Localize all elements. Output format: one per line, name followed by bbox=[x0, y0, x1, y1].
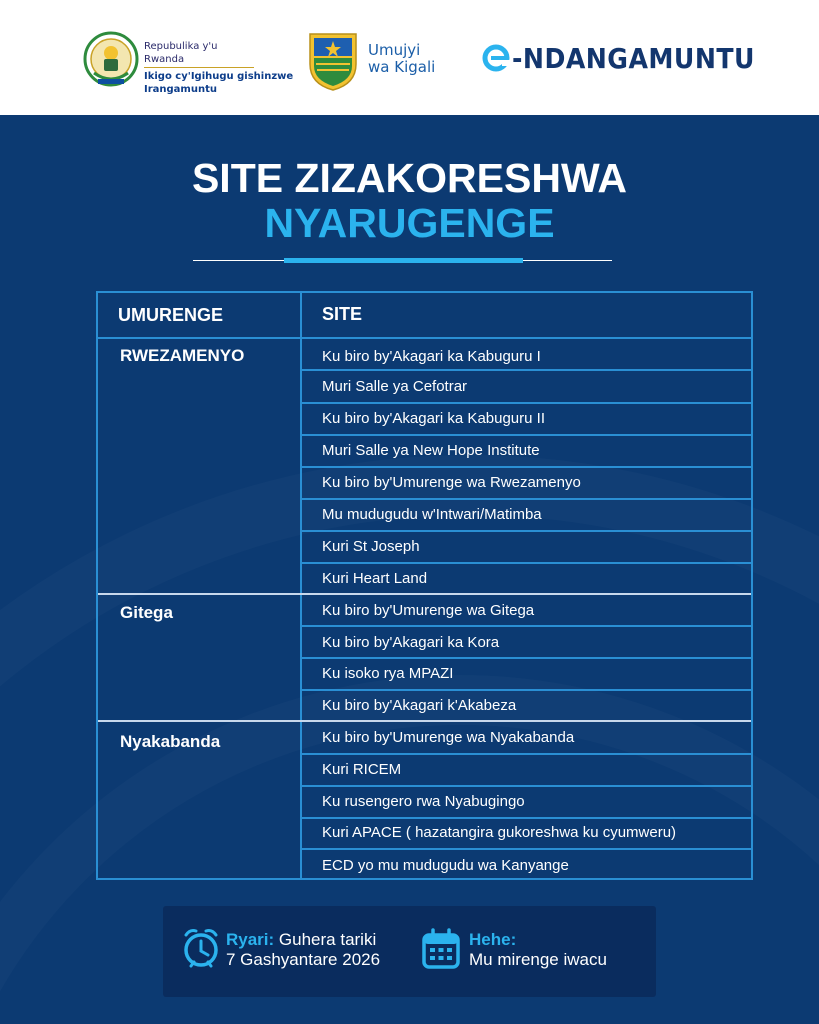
row-divider bbox=[300, 466, 753, 468]
row-divider bbox=[300, 848, 753, 850]
logo1-line2: Ikigo cy'Igihugu gishinzwe bbox=[144, 71, 294, 82]
table-header-umurenge: UMURENGE bbox=[118, 305, 224, 325]
site-cell: Ku biro by'Akagari ka Kora bbox=[322, 634, 500, 651]
row-divider bbox=[300, 402, 753, 404]
row-divider bbox=[300, 562, 753, 564]
umurenge-rwezamenyo: RWEZAMENYO bbox=[120, 346, 245, 365]
when-line1: Guhera tariki bbox=[278, 930, 377, 949]
table-header-site: SITE bbox=[322, 304, 363, 324]
site-cell: Muri Salle ya New Hope Institute bbox=[322, 442, 540, 459]
row-divider bbox=[300, 530, 753, 532]
logo2-line1: Umujyi bbox=[368, 41, 421, 59]
header-divider bbox=[98, 337, 751, 339]
alarm-clock-icon bbox=[181, 926, 221, 970]
row-divider bbox=[300, 498, 753, 500]
site-cell: Muri Salle ya Cefotrar bbox=[322, 378, 468, 395]
site-cell: Ku isoko rya MPAZI bbox=[322, 665, 454, 682]
page-subtitle: NYARUGENGE bbox=[264, 200, 555, 246]
site-cell: Kuri APACE ( hazatangira gukoreshwa ku cyumweru) bbox=[322, 824, 677, 841]
site-cell: Ku biro by'Akagari ka Kabuguru I bbox=[322, 348, 541, 365]
title-divider-accent bbox=[284, 258, 523, 263]
header-bar bbox=[0, 0, 819, 115]
group-divider bbox=[98, 593, 751, 595]
group-divider bbox=[98, 720, 751, 722]
site-cell: Kuri St Joseph bbox=[322, 538, 420, 555]
logo1-line3: Irangamuntu bbox=[144, 84, 217, 95]
kigali-logo-text bbox=[368, 42, 435, 76]
site-cell: Kuri Heart Land bbox=[322, 570, 428, 587]
site-cell: Mu mudugudu w'Intwari/Matimba bbox=[322, 506, 542, 523]
site-cell: Kuri RICEM bbox=[322, 761, 402, 778]
row-divider bbox=[300, 657, 753, 659]
rwanda-coat-of-arms-logo bbox=[82, 29, 140, 91]
rwanda-logo-text bbox=[144, 40, 293, 96]
where-label: Hehe: bbox=[469, 930, 517, 949]
page-title: SITE ZIZAKORESHWA bbox=[191, 155, 628, 201]
where-value: Mu mirenge iwacu bbox=[469, 950, 607, 969]
site-cell: Ku biro by'Akagari k'Akabeza bbox=[322, 697, 517, 714]
when-label: Ryari: bbox=[226, 930, 275, 949]
site-cell: ECD yo mu mudugudu wa Kanyange bbox=[322, 857, 569, 874]
site-cell: Ku biro by'Umurenge wa Nyakabanda bbox=[322, 729, 575, 746]
e-letter-icon bbox=[482, 44, 510, 72]
row-divider bbox=[300, 689, 753, 691]
logo1-line1: Repubulika y'u Rwanda bbox=[144, 40, 254, 68]
row-divider bbox=[300, 817, 753, 819]
row-divider bbox=[300, 369, 753, 371]
city-of-kigali-logo bbox=[304, 26, 362, 92]
column-divider bbox=[300, 293, 302, 878]
sites-table bbox=[96, 291, 753, 880]
row-divider bbox=[300, 625, 753, 627]
logo2-line2: wa Kigali bbox=[368, 58, 436, 76]
umurenge-gitega: Gitega bbox=[120, 603, 173, 622]
row-divider bbox=[300, 753, 753, 755]
when-date: 7 Gashyantare 2026 bbox=[226, 950, 381, 969]
site-cell: Ku biro by'Akagari ka Kabuguru II bbox=[322, 410, 545, 427]
umurenge-nyakabanda: Nyakabanda bbox=[120, 732, 221, 751]
row-divider bbox=[300, 434, 753, 436]
site-cell: Ku rusengero rwa Nyabugingo bbox=[322, 793, 525, 810]
calendar-icon bbox=[421, 928, 461, 970]
site-cell: Ku biro by'Umurenge wa Rwezamenyo bbox=[322, 474, 581, 491]
site-cell: Ku biro by'Umurenge wa Gitega bbox=[322, 602, 535, 619]
row-divider bbox=[300, 785, 753, 787]
e-ndangamuntu-logo-text: -NDANGAMUNTU bbox=[512, 42, 755, 75]
when-text bbox=[226, 930, 376, 950]
